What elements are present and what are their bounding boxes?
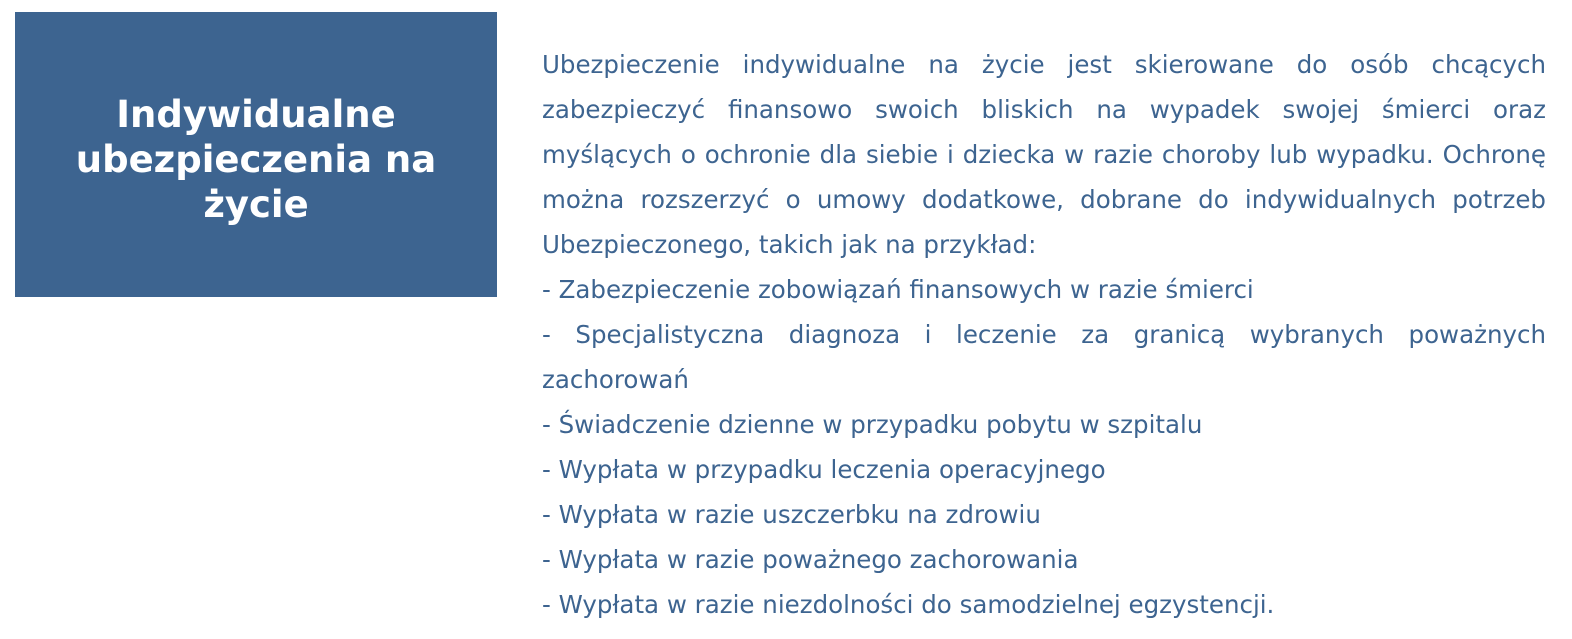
page-title (25, 82, 487, 227)
list-item: - Wypłata w przypadku leczenia operacyjnego (542, 455, 1106, 484)
list-item: - Wypłata w razie uszczerbku na zdrowiu (542, 500, 1041, 529)
list-item: - Specjalistyczna diagnoza i leczenie za granicą wybranych poważnych zachorowań (542, 320, 1546, 394)
intro-paragraph: Ubezpieczenie indywidualne na życie jest skierowane do osób chcących zabezpieczyć finansowo swoich bliskich na wypadek swojej śmierci oraz myślących o ochronie dla siebie i dziecka w razie choroby lub wypadku. Ochronę można rozszerzyć o umowy dodatkowe, dobrane do indywidualnych potrzeb Ubezpieczonego, takich jak na przykład: (542, 50, 1546, 259)
benefits-list (542, 267, 1546, 627)
title-banner (15, 12, 497, 297)
title-line-1: Indywidualne (116, 93, 396, 136)
list-item: - Świadczenie dzienne w przypadku pobytu w szpitalu (542, 410, 1203, 439)
title-line-2: ubezpieczenia na życie (75, 138, 437, 226)
list-item: - Zabezpieczenie zobowiązań finansowych w razie śmierci (542, 275, 1254, 304)
list-item: - Wypłata w razie poważnego zachorowania (542, 545, 1079, 574)
description-section (542, 42, 1546, 627)
list-item: - Wypłata w razie niezdolności do samodzielnej egzystencji. (542, 590, 1275, 619)
